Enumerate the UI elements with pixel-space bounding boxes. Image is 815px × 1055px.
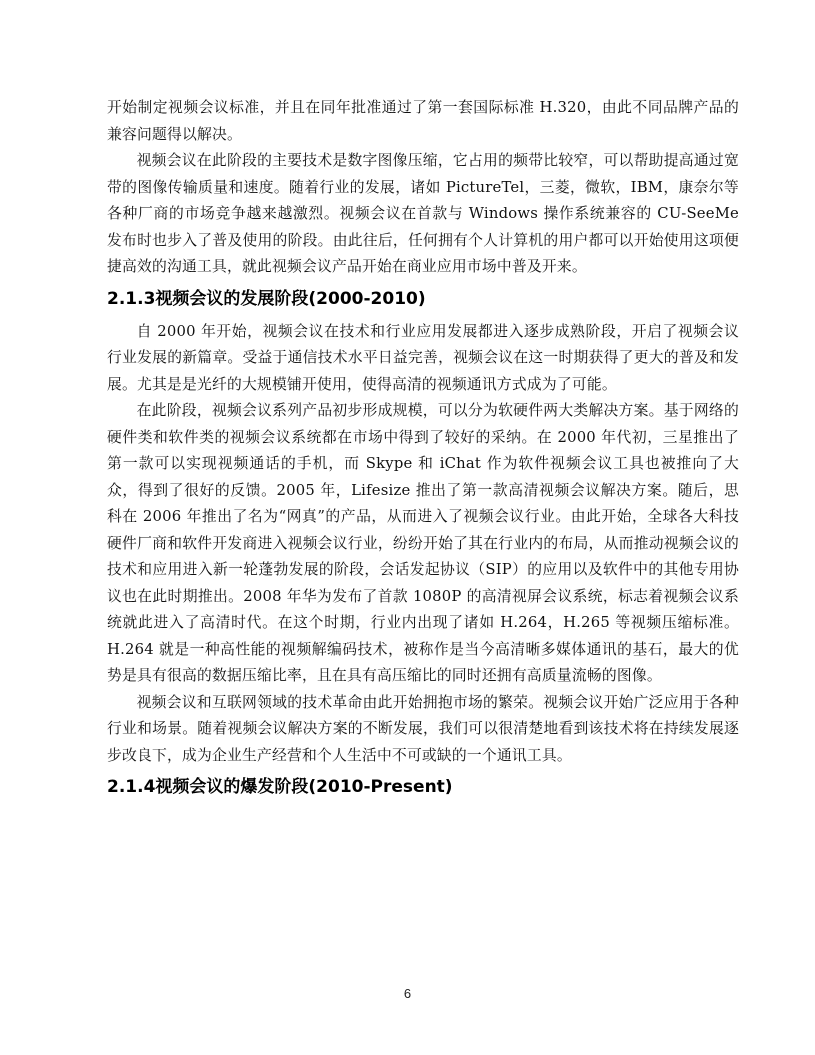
section-heading-2-1-4: 2.1.4视频会议的爆发阶段(2010-Present) bbox=[107, 777, 453, 797]
page-content bbox=[107, 95, 739, 807]
paragraph-tech-revolution: 视频会议和互联网领域的技术革命由此开始拥抱市场的繁荣。视频会议开始广泛应用于各种行业和场景。随着视频会议解决方案的不断发展，我们可以很清楚地看到该技术将在持续发展逐步改良下，成为企业生产经营和个人生活中不可或缺的一个通讯工具。 bbox=[107, 693, 739, 764]
paragraph-product-scale: 在此阶段，视频会议系列产品初步形成规模，可以分为软硬件两大类解决方案。基于网络的硬件类和软件类的视频会议系统都在市场中得到了较好的采纳。在 2000 年代初，三星推出了第一款可以实现视频通话的手机，而 Skype 和 iChat 作为软件视频会议工具也被推向了大众，得到了很好的反馈。2005 年，Lifesize 推出了第一款高清视频会议解决方案。随后，思科在 2006 年推出了名为“网真”的产品，从而进入了视频会议行业。由此开始，全球各大科技硬件厂商和软件开发商进入视频会议行业，纷纷开始了其在行业内的布局，从而推动视频会议的技术和应用进入新一轮蓬勃发展的阶段，会话发起协议（SIP）的应用以及软件中的其他专用协议也在此时期推出。2008 年华为发布了首款 1080P 的高清视屏会议系统，标志着视频会议系统就此进入了高清时代。在这个时期，行业内出现了诸如 H.264，H.265 等视频压缩标准。H.264 就是一种高性能的视频解编码技术，被称作是当今高清晰多媒体通讯的基石，最大的优势是具有很高的数据压缩比率，且在具有高压缩比的同时还拥有高质量流畅的图像。 bbox=[107, 402, 739, 684]
paragraph-2000-start: 自 2000 年开始，视频会议在技术和行业应用发展都进入逐步成熟阶段，开启了视频会议行业发展的新篇章。受益于通信技术水平日益完善，视频会议在这一时期获得了更大的普及和发展。尤其是是光纤的大规模铺开使用，使得高清的视频通讯方式成为了可能。 bbox=[107, 322, 739, 393]
section-heading-2-1-3: 2.1.3视频会议的发展阶段(2000-2010) bbox=[107, 288, 426, 309]
paragraph-technology: 视频会议在此阶段的主要技术是数字图像压缩，它占用的频带比较窄，可以帮助提高通过宽带的图像传输质量和速度。随着行业的发展，诸如 PictureTel，三菱，微软，IBM，康奈尔等各种厂商的市场竞争越来越激烈。视频会议在首款与 Windows 操作系统兼容的 CU-SeeMe 发布时也步入了普及使用的阶段。由此往后，任何拥有个人计算机的用户都可以开始使用这项便捷高效的沟通工具，就此视频会议产品开始在商业应用市场中普及开来。 bbox=[107, 152, 739, 275]
paragraph-continuation: 开始制定视频会议标准，并且在同年批准通过了第一套国际标准 H.320，由此不同品牌产品的兼容问题得以解决。 bbox=[107, 99, 739, 143]
page-number: 6 bbox=[403, 986, 412, 1001]
